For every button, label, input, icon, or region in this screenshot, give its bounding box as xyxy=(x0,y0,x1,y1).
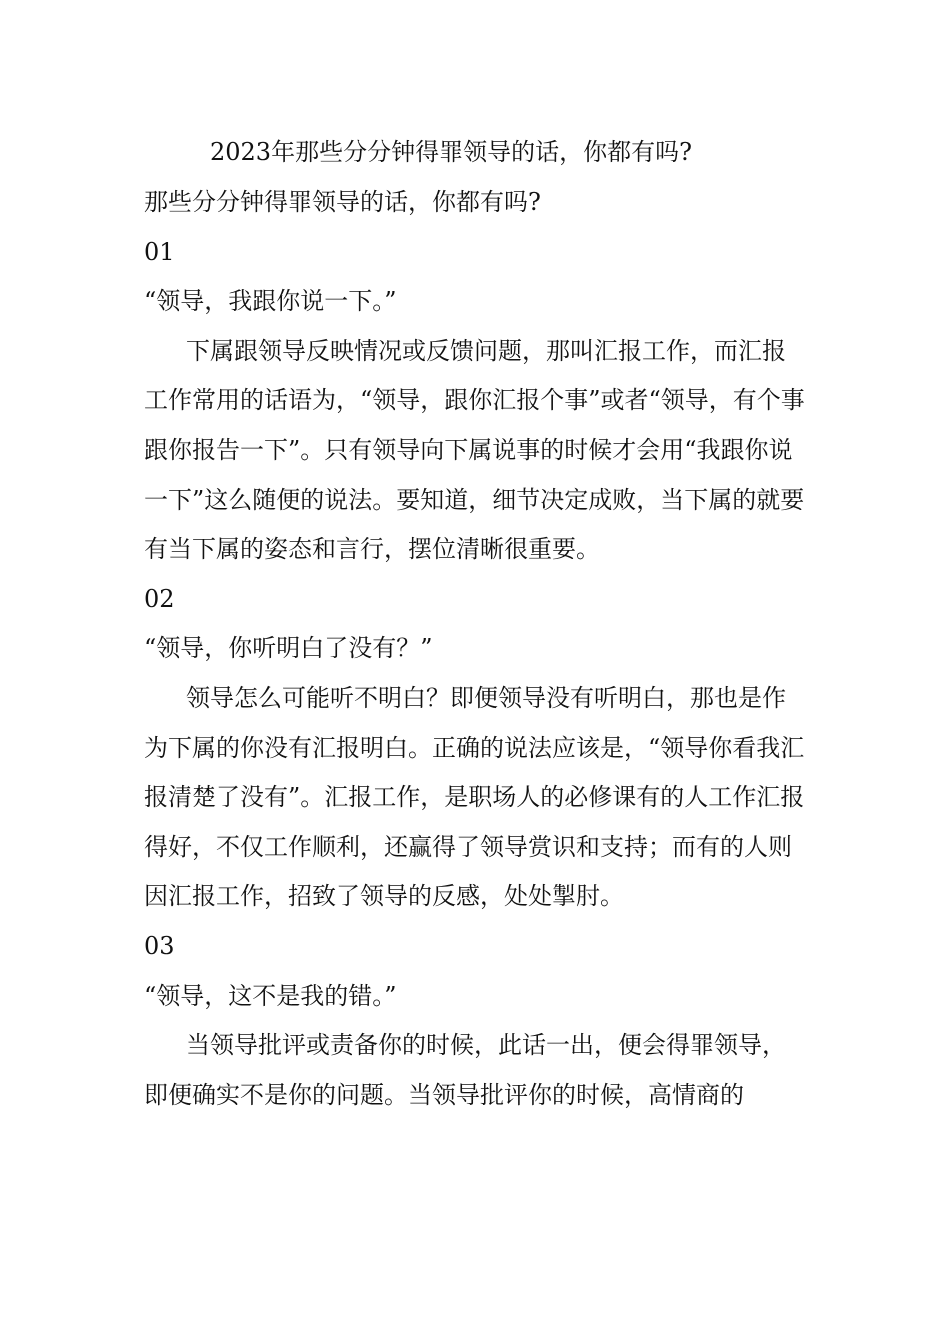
section-paragraph-01: 下属跟领导反映情况或反馈问题，那叫汇报工作，而汇报工作常用的话语为，“领导，跟你汇报个事”或者“领导，有个事跟你报告一下”。只有领导向下属说事的时候才会用“我跟你说一下”这么随便的说法。要知道，细节决定成败，当下属的就要有当下属的姿态和言行，摆位清晰很重要。 xyxy=(144,336,805,564)
section-paragraph-02: 领导怎么可能听不明白？即便领导没有听明白，那也是作为下属的你没有汇报明白。正确的说法应该是，“领导你看我汇报清楚了没有”。汇报工作，是职场人的必修课有的人工作汇报得好，不仅工作顺利，还赢得了领导赏识和支持；而有的人则因汇报工作，招致了领导的反感，处处掣肘。 xyxy=(144,683,805,911)
section-quote-02: “领导，你听明白了没有？” xyxy=(144,634,433,663)
section-paragraph-03: 当领导批评或责备你的时候，此话一出，便会得罪领导，即便确实不是你的问题。当领导批评你的时候，高情商的 xyxy=(144,1031,786,1109)
section-number-03: 03 xyxy=(144,931,175,960)
section-quote-03: “领导，这不是我的错。” xyxy=(144,981,397,1010)
section-quote-01: “领导，我跟你说一下。” xyxy=(144,287,397,316)
section-number-01: 01 xyxy=(144,237,175,266)
document-body xyxy=(144,178,808,1120)
document-title: 2023年那些分分钟得罪领导的话，你都有吗? xyxy=(210,138,692,166)
document-subtitle: 那些分分钟得罪领导的话，你都有吗? xyxy=(144,188,541,216)
section-number-02: 02 xyxy=(144,584,175,613)
